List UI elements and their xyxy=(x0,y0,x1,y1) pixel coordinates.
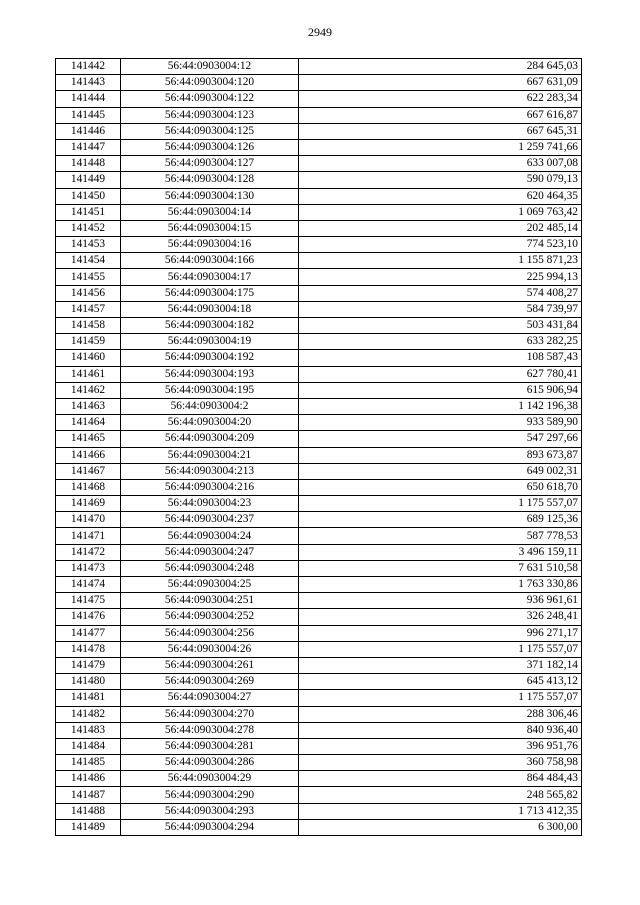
cadastral-number-cell: 56:44:0903004:130 xyxy=(121,188,299,204)
cadastral-value-cell: 371 182,14 xyxy=(299,657,582,673)
row-id-cell: 141477 xyxy=(56,625,121,641)
cadastral-value-cell: 1 069 763,42 xyxy=(299,204,582,220)
cadastral-value-cell: 1 175 557,07 xyxy=(299,690,582,706)
table-row xyxy=(56,382,582,398)
row-id-cell: 141459 xyxy=(56,334,121,350)
table-body xyxy=(56,59,582,836)
cadastral-value-cell: 840 936,40 xyxy=(299,722,582,738)
cadastral-number-cell: 56:44:0903004:120 xyxy=(121,75,299,91)
cadastral-value-cell: 667 631,09 xyxy=(299,75,582,91)
cadastral-number-cell: 56:44:0903004:252 xyxy=(121,609,299,625)
table-row xyxy=(56,237,582,253)
table-row xyxy=(56,722,582,738)
table-row xyxy=(56,625,582,641)
cadastral-number-cell: 56:44:0903004:294 xyxy=(121,819,299,835)
row-id-cell: 141465 xyxy=(56,431,121,447)
cadastral-value-cell: 633 282,25 xyxy=(299,334,582,350)
table-row xyxy=(56,706,582,722)
row-id-cell: 141472 xyxy=(56,544,121,560)
row-id-cell: 141470 xyxy=(56,512,121,528)
table-row xyxy=(56,415,582,431)
cadastral-number-cell: 56:44:0903004:25 xyxy=(121,577,299,593)
row-id-cell: 141453 xyxy=(56,237,121,253)
cadastral-value-cell: 1 175 557,07 xyxy=(299,641,582,657)
cadastral-value-cell: 1 142 196,38 xyxy=(299,398,582,414)
row-id-cell: 141450 xyxy=(56,188,121,204)
table-row xyxy=(56,819,582,835)
cadastral-value-cell: 996 271,17 xyxy=(299,625,582,641)
table-row xyxy=(56,172,582,188)
table-row xyxy=(56,512,582,528)
cadastral-value-cell: 650 618,70 xyxy=(299,479,582,495)
table-row xyxy=(56,398,582,414)
cadastral-value-cell: 590 079,13 xyxy=(299,172,582,188)
row-id-cell: 141442 xyxy=(56,59,121,75)
row-id-cell: 141483 xyxy=(56,722,121,738)
cadastral-value-cell: 615 906,94 xyxy=(299,382,582,398)
cadastral-number-cell: 56:44:0903004:293 xyxy=(121,803,299,819)
cadastral-number-cell: 56:44:0903004:195 xyxy=(121,382,299,398)
row-id-cell: 141473 xyxy=(56,560,121,576)
table-row xyxy=(56,318,582,334)
table-row xyxy=(56,91,582,107)
row-id-cell: 141464 xyxy=(56,415,121,431)
cadastral-number-cell: 56:44:0903004:290 xyxy=(121,787,299,803)
cadastral-value-cell: 689 125,36 xyxy=(299,512,582,528)
cadastral-value-cell: 3 496 159,11 xyxy=(299,544,582,560)
cadastral-value-cell: 574 408,27 xyxy=(299,285,582,301)
cadastral-value-cell: 622 283,34 xyxy=(299,91,582,107)
cadastral-number-cell: 56:44:0903004:125 xyxy=(121,123,299,139)
cadastral-value-cell: 326 248,41 xyxy=(299,609,582,625)
cadastral-number-cell: 56:44:0903004:16 xyxy=(121,237,299,253)
cadastral-number-cell: 56:44:0903004:248 xyxy=(121,560,299,576)
table-row xyxy=(56,674,582,690)
cadastral-number-cell: 56:44:0903004:166 xyxy=(121,253,299,269)
cadastral-number-cell: 56:44:0903004:21 xyxy=(121,447,299,463)
cadastral-value-cell: 620 464,35 xyxy=(299,188,582,204)
cadastral-number-cell: 56:44:0903004:286 xyxy=(121,755,299,771)
cadastral-number-cell: 56:44:0903004:247 xyxy=(121,544,299,560)
table-row xyxy=(56,253,582,269)
row-id-cell: 141445 xyxy=(56,107,121,123)
cadastral-number-cell: 56:44:0903004:17 xyxy=(121,269,299,285)
cadastral-number-cell: 56:44:0903004:269 xyxy=(121,674,299,690)
cadastral-value-cell: 396 951,76 xyxy=(299,738,582,754)
row-id-cell: 141461 xyxy=(56,366,121,382)
cadastral-number-cell: 56:44:0903004:122 xyxy=(121,91,299,107)
cadastral-value-cell: 587 778,53 xyxy=(299,528,582,544)
page-number: 2949 xyxy=(308,25,332,39)
row-id-cell: 141447 xyxy=(56,139,121,155)
row-id-cell: 141444 xyxy=(56,91,121,107)
table-row xyxy=(56,787,582,803)
table-row xyxy=(56,156,582,172)
table-row xyxy=(56,593,582,609)
cadastral-number-cell: 56:44:0903004:270 xyxy=(121,706,299,722)
cadastral-number-cell: 56:44:0903004:209 xyxy=(121,431,299,447)
cadastral-number-cell: 56:44:0903004:281 xyxy=(121,738,299,754)
cadastral-value-cell: 1 155 871,23 xyxy=(299,253,582,269)
table-row xyxy=(56,366,582,382)
row-id-cell: 141489 xyxy=(56,819,121,835)
cadastral-value-cell: 1 763 330,86 xyxy=(299,577,582,593)
cadastral-value-cell: 248 565,82 xyxy=(299,787,582,803)
table-row xyxy=(56,285,582,301)
row-id-cell: 141475 xyxy=(56,593,121,609)
table-row xyxy=(56,220,582,236)
cadastral-number-cell: 56:44:0903004:193 xyxy=(121,366,299,382)
row-id-cell: 141457 xyxy=(56,301,121,317)
row-id-cell: 141467 xyxy=(56,463,121,479)
cadastral-number-cell: 56:44:0903004:2 xyxy=(121,398,299,414)
row-id-cell: 141486 xyxy=(56,771,121,787)
cadastral-value-cell: 667 616,87 xyxy=(299,107,582,123)
cadastral-value-cell: 503 431,84 xyxy=(299,318,582,334)
row-id-cell: 141449 xyxy=(56,172,121,188)
table-row xyxy=(56,479,582,495)
cadastral-value-cell: 1 259 741,66 xyxy=(299,139,582,155)
row-id-cell: 141443 xyxy=(56,75,121,91)
cadastral-number-cell: 56:44:0903004:15 xyxy=(121,220,299,236)
table-row xyxy=(56,609,582,625)
row-id-cell: 141460 xyxy=(56,350,121,366)
row-id-cell: 141448 xyxy=(56,156,121,172)
table-row xyxy=(56,188,582,204)
table-row xyxy=(56,123,582,139)
row-id-cell: 141463 xyxy=(56,398,121,414)
table-row xyxy=(56,431,582,447)
cadastral-number-cell: 56:44:0903004:175 xyxy=(121,285,299,301)
row-id-cell: 141484 xyxy=(56,738,121,754)
cadastral-value-cell: 645 413,12 xyxy=(299,674,582,690)
table-row xyxy=(56,641,582,657)
cadastral-value-table xyxy=(55,58,582,836)
cadastral-number-cell: 56:44:0903004:126 xyxy=(121,139,299,155)
row-id-cell: 141482 xyxy=(56,706,121,722)
cadastral-number-cell: 56:44:0903004:278 xyxy=(121,722,299,738)
row-id-cell: 141458 xyxy=(56,318,121,334)
table-row xyxy=(56,755,582,771)
row-id-cell: 141446 xyxy=(56,123,121,139)
table-row xyxy=(56,107,582,123)
cadastral-value-cell: 627 780,41 xyxy=(299,366,582,382)
row-id-cell: 141468 xyxy=(56,479,121,495)
row-id-cell: 141478 xyxy=(56,641,121,657)
table-row xyxy=(56,528,582,544)
table-row xyxy=(56,447,582,463)
cadastral-number-cell: 56:44:0903004:127 xyxy=(121,156,299,172)
row-id-cell: 141469 xyxy=(56,496,121,512)
cadastral-value-cell: 936 961,61 xyxy=(299,593,582,609)
row-id-cell: 141485 xyxy=(56,755,121,771)
cadastral-value-cell: 649 002,31 xyxy=(299,463,582,479)
cadastral-value-cell: 360 758,98 xyxy=(299,755,582,771)
table-row xyxy=(56,771,582,787)
cadastral-number-cell: 56:44:0903004:128 xyxy=(121,172,299,188)
table-row xyxy=(56,301,582,317)
cadastral-value-cell: 202 485,14 xyxy=(299,220,582,236)
cadastral-number-cell: 56:44:0903004:216 xyxy=(121,479,299,495)
cadastral-number-cell: 56:44:0903004:19 xyxy=(121,334,299,350)
table-row xyxy=(56,577,582,593)
cadastral-number-cell: 56:44:0903004:23 xyxy=(121,496,299,512)
cadastral-value-cell: 6 300,00 xyxy=(299,819,582,835)
row-id-cell: 141479 xyxy=(56,657,121,673)
table-row xyxy=(56,334,582,350)
cadastral-number-cell: 56:44:0903004:12 xyxy=(121,59,299,75)
row-id-cell: 141456 xyxy=(56,285,121,301)
table-row xyxy=(56,139,582,155)
cadastral-value-cell: 774 523,10 xyxy=(299,237,582,253)
cadastral-value-cell: 864 484,43 xyxy=(299,771,582,787)
table-row xyxy=(56,463,582,479)
table-row xyxy=(56,59,582,75)
row-id-cell: 141474 xyxy=(56,577,121,593)
cadastral-value-cell: 108 587,43 xyxy=(299,350,582,366)
cadastral-value-cell: 284 645,03 xyxy=(299,59,582,75)
row-id-cell: 141454 xyxy=(56,253,121,269)
cadastral-number-cell: 56:44:0903004:237 xyxy=(121,512,299,528)
cadastral-number-cell: 56:44:0903004:24 xyxy=(121,528,299,544)
table-row xyxy=(56,204,582,220)
table-row xyxy=(56,690,582,706)
cadastral-value-cell: 584 739,97 xyxy=(299,301,582,317)
table-row xyxy=(56,738,582,754)
cadastral-value-cell: 1 175 557,07 xyxy=(299,496,582,512)
row-id-cell: 141455 xyxy=(56,269,121,285)
cadastral-number-cell: 56:44:0903004:14 xyxy=(121,204,299,220)
row-id-cell: 141476 xyxy=(56,609,121,625)
cadastral-value-cell: 225 994,13 xyxy=(299,269,582,285)
cadastral-number-cell: 56:44:0903004:20 xyxy=(121,415,299,431)
cadastral-value-cell: 633 007,08 xyxy=(299,156,582,172)
cadastral-value-cell: 7 631 510,58 xyxy=(299,560,582,576)
cadastral-number-cell: 56:44:0903004:29 xyxy=(121,771,299,787)
cadastral-value-cell: 547 297,66 xyxy=(299,431,582,447)
table-row xyxy=(56,496,582,512)
row-id-cell: 141451 xyxy=(56,204,121,220)
row-id-cell: 141471 xyxy=(56,528,121,544)
cadastral-number-cell: 56:44:0903004:182 xyxy=(121,318,299,334)
cadastral-value-cell: 288 306,46 xyxy=(299,706,582,722)
row-id-cell: 141488 xyxy=(56,803,121,819)
cadastral-number-cell: 56:44:0903004:213 xyxy=(121,463,299,479)
cadastral-value-cell: 933 589,90 xyxy=(299,415,582,431)
cadastral-value-cell: 667 645,31 xyxy=(299,123,582,139)
table-row xyxy=(56,544,582,560)
row-id-cell: 141481 xyxy=(56,690,121,706)
table-row xyxy=(56,657,582,673)
cadastral-number-cell: 56:44:0903004:123 xyxy=(121,107,299,123)
cadastral-value-cell: 1 713 412,35 xyxy=(299,803,582,819)
cadastral-number-cell: 56:44:0903004:18 xyxy=(121,301,299,317)
table-row xyxy=(56,803,582,819)
table-row xyxy=(56,269,582,285)
cadastral-number-cell: 56:44:0903004:256 xyxy=(121,625,299,641)
cadastral-number-cell: 56:44:0903004:192 xyxy=(121,350,299,366)
table-row xyxy=(56,350,582,366)
table-row xyxy=(56,75,582,91)
table-row xyxy=(56,560,582,576)
cadastral-value-cell: 893 673,87 xyxy=(299,447,582,463)
cadastral-number-cell: 56:44:0903004:251 xyxy=(121,593,299,609)
row-id-cell: 141452 xyxy=(56,220,121,236)
row-id-cell: 141487 xyxy=(56,787,121,803)
cadastral-number-cell: 56:44:0903004:261 xyxy=(121,657,299,673)
row-id-cell: 141462 xyxy=(56,382,121,398)
cadastral-number-cell: 56:44:0903004:26 xyxy=(121,641,299,657)
row-id-cell: 141480 xyxy=(56,674,121,690)
row-id-cell: 141466 xyxy=(56,447,121,463)
cadastral-number-cell: 56:44:0903004:27 xyxy=(121,690,299,706)
